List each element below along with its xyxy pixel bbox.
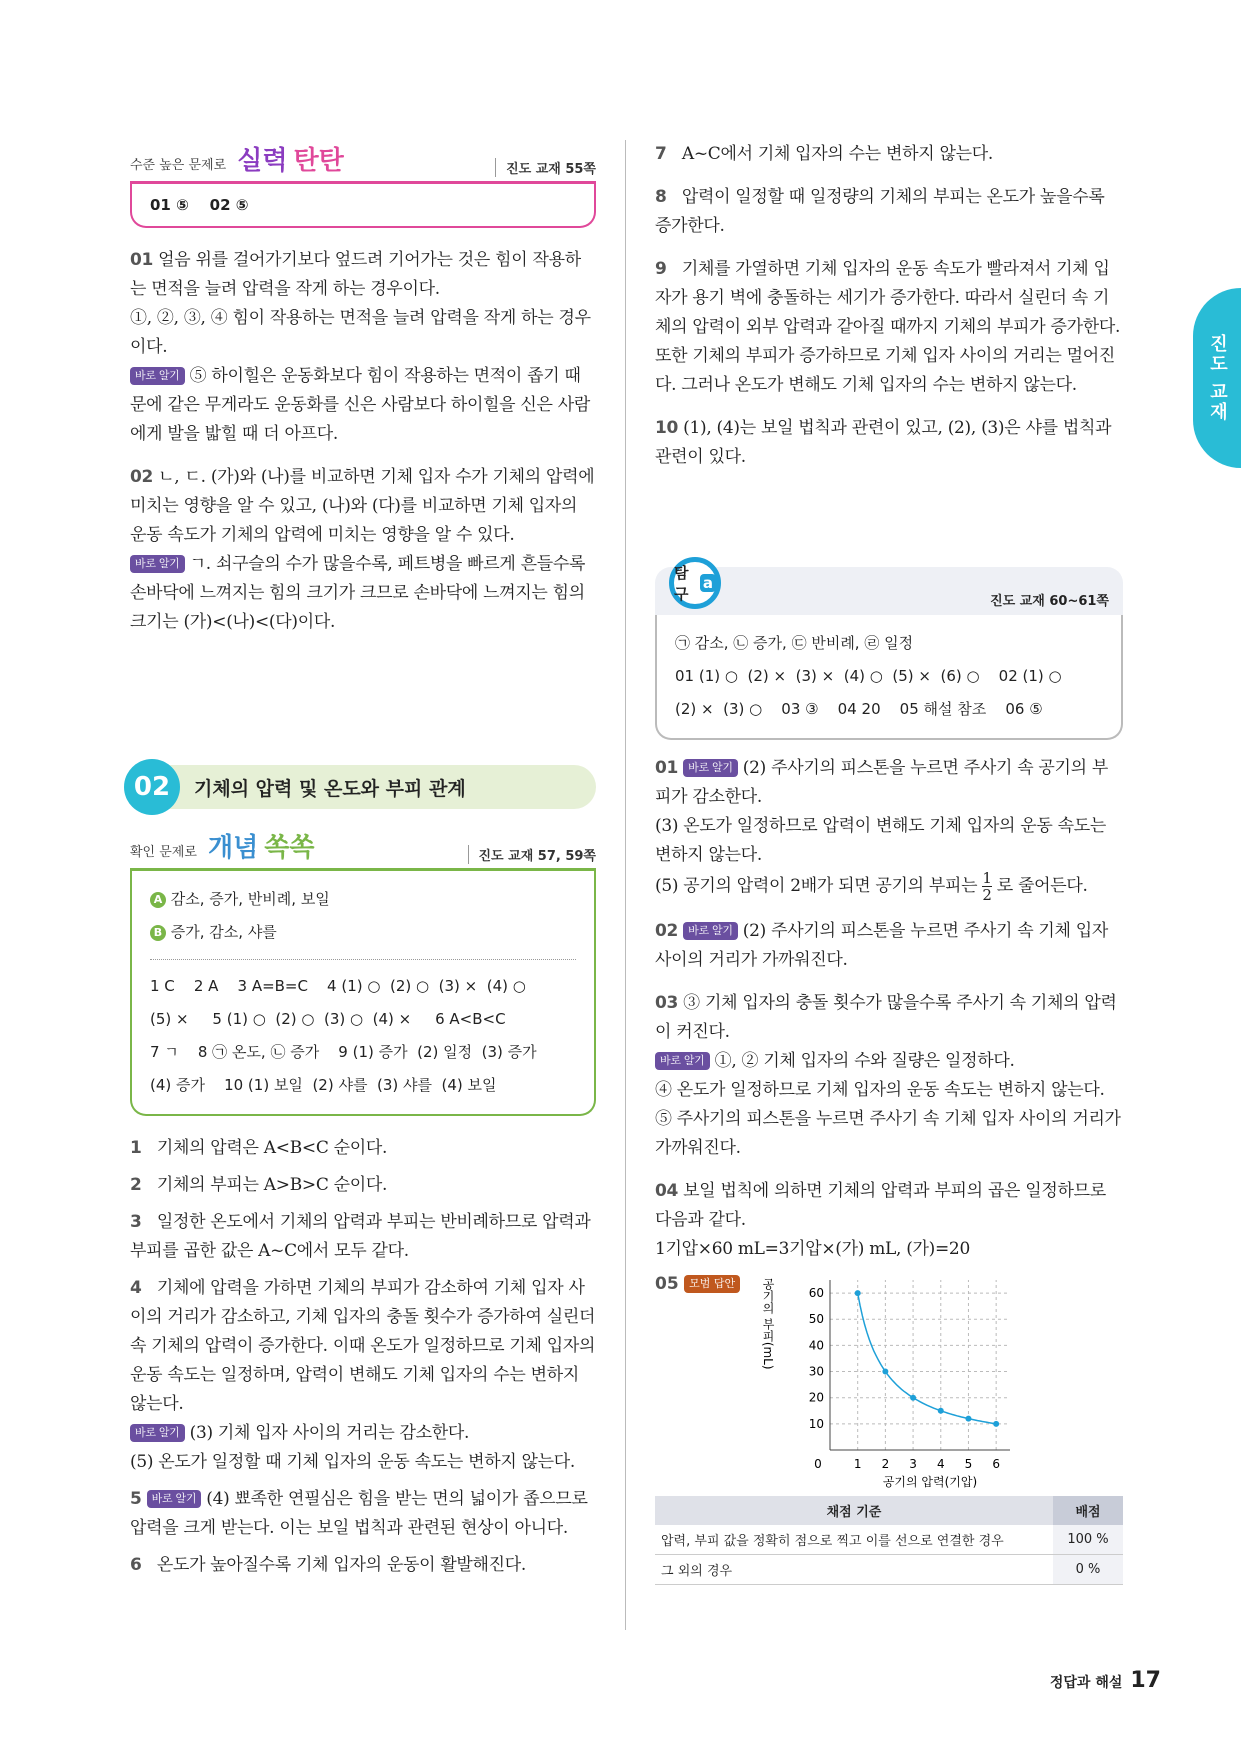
explanation-3 <box>130 1208 596 1266</box>
answer-b: 증가, 감소, 샤를 <box>170 923 277 941</box>
explanation-9 <box>655 255 1126 400</box>
data-point <box>993 1421 999 1427</box>
text: ①, ② 기체 입자의 수와 질량은 일정하다. <box>709 1051 1015 1071</box>
x-tick-label: 4 <box>937 1457 945 1471</box>
text: 압력이 일정할 때 일정량의 기체의 부피는 온도가 높을수록 증가한다. <box>655 187 1110 236</box>
section-header-gaenyeom <box>130 827 596 871</box>
text: 온도가 높아질수록 기체 입자의 운동이 활발해진다. <box>141 1555 527 1575</box>
answer-line: 01 (1) ○ (2) × (3) × (4) ○ (5) × (6) ○ 02 (1) ○ <box>675 667 1062 685</box>
data-point <box>910 1395 916 1401</box>
explanation-5 <box>130 1485 596 1543</box>
text: ③ 기체 입자의 충돌 횟수가 많을수록 주사기 속 기체의 압력이 커진다. <box>655 993 1117 1042</box>
label-b-icon: B <box>150 925 166 941</box>
y-tick-label: 10 <box>808 1416 825 1431</box>
explanation-1 <box>130 1134 596 1163</box>
chapter-header <box>130 765 596 809</box>
magnifier-icon <box>669 557 721 609</box>
y-tick-label: 60 <box>808 1286 825 1301</box>
answer-box-gaenyeom <box>130 871 596 1116</box>
text: (3) 기체 입자 사이의 거리는 감소한다. <box>184 1423 470 1443</box>
inquiry-explanation-05 <box>655 1270 1123 1490</box>
explanation-4 <box>130 1274 601 1477</box>
text: ⑤ 하이힐은 운동화보다 힘이 작용하는 면적이 좁기 때문에 같은 무게라도 운동화를 신은 사람보다 하이힐을 신은 사람에게 발을 밟힐 때 더 아프다. <box>130 366 591 444</box>
rubric-cell: 100 % <box>1053 1525 1123 1555</box>
footer-label: 정답과 해설 <box>1049 1675 1123 1691</box>
rubric-cell: 0 % <box>1053 1555 1123 1585</box>
item-number: 02 <box>655 921 679 941</box>
section-ref: 진도 교재 55쪽 <box>495 158 596 177</box>
x-tick-label: 6 <box>992 1457 1001 1471</box>
explanation-10 <box>655 414 1123 472</box>
table-row <box>655 1525 1123 1555</box>
item-number: 3 <box>130 1212 142 1232</box>
section-ref: 진도 교재 60~61쪽 <box>990 594 1109 609</box>
section-big-title-1: 개념 <box>208 833 259 863</box>
model-answer-badge: 모범 답안 <box>684 1275 740 1293</box>
y-tick-label: 50 <box>808 1312 825 1327</box>
denominator: 2 <box>982 886 992 904</box>
x-tick-label: 2 <box>881 1457 890 1471</box>
baro-algi-badge: 바로 알기 <box>147 1490 202 1508</box>
x-tick-label: 1 <box>853 1457 862 1471</box>
answer-line: 1 C 2 A 3 A=B=C 4 (1) ○ (2) ○ (3) × (4) ○ <box>150 977 526 995</box>
data-point <box>882 1369 888 1375</box>
item-number: 4 <box>130 1278 142 1298</box>
x-tick-label: 0 <box>814 1457 822 1471</box>
answer-line: ㉠ 감소, ㉡ 증가, ㉢ 반비례, ㉣ 일정 <box>675 634 914 652</box>
text: ⑤ 주사기의 피스톤을 누르면 주사기 속 기체 입자 사이의 거리가 가까워진다. <box>655 1109 1121 1158</box>
item-number: 05 <box>655 1274 679 1294</box>
rubric-table <box>655 1496 1123 1585</box>
column-divider <box>625 140 626 1630</box>
section-ref: 진도 교재 57, 59쪽 <box>468 845 597 864</box>
answer-line: 7 ㄱ 8 ㉠ 온도, ㉡ 증가 9 (1) 증가 (2) 일정 (3) 증가 <box>150 1043 537 1061</box>
inquiry-section <box>655 564 1123 740</box>
baro-algi-badge: 바로 알기 <box>683 759 738 777</box>
text: 로 줄어든다. <box>991 876 1088 896</box>
boyle-law-graph <box>740 1270 1040 1490</box>
numerator: 1 <box>982 869 992 887</box>
x-tick-label: 3 <box>909 1457 917 1471</box>
item-number: 8 <box>655 187 667 207</box>
section-big-title-2: 탄탄 <box>293 146 344 176</box>
answer-line: (4) 증가 10 (1) 보일 (2) 샤를 (3) 샤를 (4) 보일 <box>150 1076 497 1094</box>
fraction <box>982 870 991 903</box>
inquiry-explanation-04 <box>655 1177 1123 1264</box>
rubric-cell: 압력, 부피 값을 정확히 점으로 찍고 이를 선으로 연결한 경우 <box>655 1525 1053 1555</box>
y-tick-label: 20 <box>808 1390 825 1405</box>
baro-algi-badge: 바로 알기 <box>655 1052 710 1070</box>
page-number: 17 <box>1130 1668 1161 1693</box>
section-small-title: 확인 문제로 <box>130 845 197 860</box>
item-number: 10 <box>655 418 679 438</box>
inquiry-letter: a <box>700 574 716 592</box>
text: ㄱ. 쇠구슬의 수가 많을수록, 페트병을 빠르게 흔들수록 손바닥에 느껴지는 힘의 크기가 크므로 손바닥에 느껴지는 힘의 크기는 (가)<(나)<(다)이다. <box>130 554 586 632</box>
text: A~C에서 기체 입자의 수는 변하지 않는다. <box>666 144 993 164</box>
item-number: 03 <box>655 993 679 1013</box>
text: 일정한 온도에서 기체의 압력과 부피는 반비례하므로 압력과 부피를 곱한 값은 A~C에서 모두 같다. <box>130 1212 596 1261</box>
rubric-header: 채점 기준 <box>655 1496 1053 1525</box>
inquiry-label: 탐구 <box>674 564 689 603</box>
x-axis-label: 공기의 압력(기압) <box>882 1475 978 1489</box>
section-small-title: 수준 높은 문제로 <box>130 158 227 173</box>
item-number: 2 <box>130 1175 142 1195</box>
chapter-title: 기체의 압력 및 온도와 부피 관계 <box>194 777 466 800</box>
page-footer <box>1050 1668 1161 1693</box>
data-point <box>938 1408 944 1414</box>
text: ㄴ, ㄷ. (가)와 (나)를 비교하면 기체 입자 수가 기체의 압력에 미치는 영향을 알 수 있고, (나)와 (다)를 비교하면 기체 입자의 운동 속도가 기체의 압력에 미치는 영향을 알 수 있다. <box>130 467 595 545</box>
answer-a: 감소, 증가, 반비례, 보일 <box>170 890 330 908</box>
inquiry-answer-box <box>655 615 1123 740</box>
item-number: 01 <box>655 758 679 778</box>
text: 기체의 부피는 A>B>C 순이다. <box>141 1175 388 1195</box>
inquiry-explanation-02 <box>655 917 1123 975</box>
answer-line: 01 ⑤ 02 ⑤ <box>150 196 249 214</box>
rubric-cell: 그 외의 경우 <box>655 1555 1053 1585</box>
text: (5) 온도가 일정할 때 기체 입자의 운동 속도는 변하지 않는다. <box>130 1452 576 1472</box>
text: 기체를 가열하면 기체 입자의 운동 속도가 빨라져서 기체 입자가 용기 벽에 충돌하는 세기가 증가한다. 따라서 실린더 속 기체의 압력이 외부 압력과 같아질 때까지 기체의 부피가 증가한다. 또한 기체의 부피가 증가하므로 기체 입자 사이의 거리는 멀어진다. 그러나 온도가 변해도 기체 입자의 수는 변하지 않는다. <box>655 259 1126 395</box>
text: 보일 법칙에 의하면 기체의 압력과 부피의 곱은 일정하므로 다음과 같다. <box>655 1181 1106 1230</box>
explanation-2 <box>130 1171 596 1200</box>
dotted-divider <box>150 959 576 960</box>
y-tick-label: 40 <box>808 1338 825 1353</box>
answer-line: (5) × 5 (1) ○ (2) ○ (3) ○ (4) × 6 A<B<C <box>150 1010 506 1028</box>
item-number: 6 <box>130 1555 142 1575</box>
table-row <box>655 1555 1123 1585</box>
formula: 1기압×60 mL=3기압×(가) mL, (가)=20 <box>655 1239 970 1259</box>
text: ④ 온도가 일정하므로 기체 입자의 운동 속도는 변하지 않는다. <box>655 1080 1105 1100</box>
series-line <box>858 1293 997 1424</box>
text: (3) 온도가 일정하므로 압력이 변해도 기체 입자의 운동 속도는 변하지 않는다. <box>655 816 1106 865</box>
y-tick-label: 30 <box>808 1364 825 1379</box>
explanation-01 <box>130 246 596 449</box>
x-tick-label: 5 <box>964 1457 973 1471</box>
answer-box-silryeok <box>130 184 596 228</box>
item-number: 02 <box>130 467 154 487</box>
rubric-header: 배점 <box>1053 1496 1123 1525</box>
text: ①, ②, ③, ④ 힘이 작용하는 면적을 늘려 압력을 작게 하는 경우이다. <box>130 308 591 357</box>
item-number: 5 <box>130 1489 142 1509</box>
explanation-8 <box>655 183 1123 241</box>
explanation-02 <box>130 463 596 637</box>
item-number: 1 <box>130 1138 142 1158</box>
side-tab: 진도 교재 <box>1193 288 1241 468</box>
item-number: 04 <box>655 1181 679 1201</box>
text: (2) 주사기의 피스톤을 누르면 주사기 속 공기의 부피가 감소한다. <box>655 758 1109 807</box>
explanation-7 <box>655 140 1123 169</box>
chapter-number: 02 <box>124 759 180 815</box>
item-number: 9 <box>655 259 667 279</box>
baro-algi-badge: 바로 알기 <box>683 922 738 940</box>
text: 기체의 압력은 A<B<C 순이다. <box>141 1138 388 1158</box>
text: (1), (4)는 보일 법칙과 관련이 있고, (2), (3)은 샤를 법칙과 관련이 있다. <box>655 418 1112 467</box>
right-column <box>655 140 1126 1585</box>
section-header-silryeok <box>130 140 596 184</box>
y-axis-label: 공기의 부피(mL) <box>761 1278 776 1370</box>
baro-algi-badge: 바로 알기 <box>130 367 185 385</box>
inquiry-explanation-03 <box>655 989 1123 1163</box>
inquiry-header <box>655 564 1123 615</box>
item-number: 01 <box>130 250 154 270</box>
item-number: 7 <box>655 144 667 164</box>
data-point <box>966 1416 972 1422</box>
section-big-title-1: 실력 <box>237 146 288 176</box>
text: (2) 주사기의 피스톤을 누르면 주사기 속 기체 입자 사이의 거리가 가까워진다. <box>655 921 1109 970</box>
text: (4) 뾰족한 연필심은 힘을 받는 면의 넓이가 좁으므로 압력을 크게 받는다. 이는 보일 법칙과 관련된 현상이 아니다. <box>130 1489 588 1538</box>
explanation-6 <box>130 1551 596 1580</box>
text: 기체에 압력을 가하면 기체의 부피가 감소하여 기체 입자 사이의 거리가 감소하고, 기체 입자의 충돌 횟수가 증가하여 실린더 속 기체의 압력이 증가한다. 이때 온도가 일정하므로 기체 입자의 운동 속도는 일정하며, 압력이 변해도 기체 입자의 수는 변하지 않는다. <box>130 1278 601 1414</box>
text: 얼음 위를 걸어가기보다 엎드려 기어가는 것은 힘이 작용하는 면적을 늘려 압력을 작게 하는 경우이다. <box>130 250 581 299</box>
answer-line: (2) × (3) ○ 03 ③ 04 20 05 해설 참조 06 ⑤ <box>675 700 1043 718</box>
inquiry-explanation-01 <box>655 754 1123 903</box>
left-column <box>130 140 601 1580</box>
data-point <box>855 1290 861 1296</box>
baro-algi-badge: 바로 알기 <box>130 555 185 573</box>
section-big-title-2: 쏙쏙 <box>264 833 315 863</box>
text: (5) 공기의 압력이 2배가 되면 공기의 부피는 <box>655 876 983 896</box>
label-a-icon: A <box>150 892 166 908</box>
baro-algi-badge: 바로 알기 <box>130 1424 185 1442</box>
